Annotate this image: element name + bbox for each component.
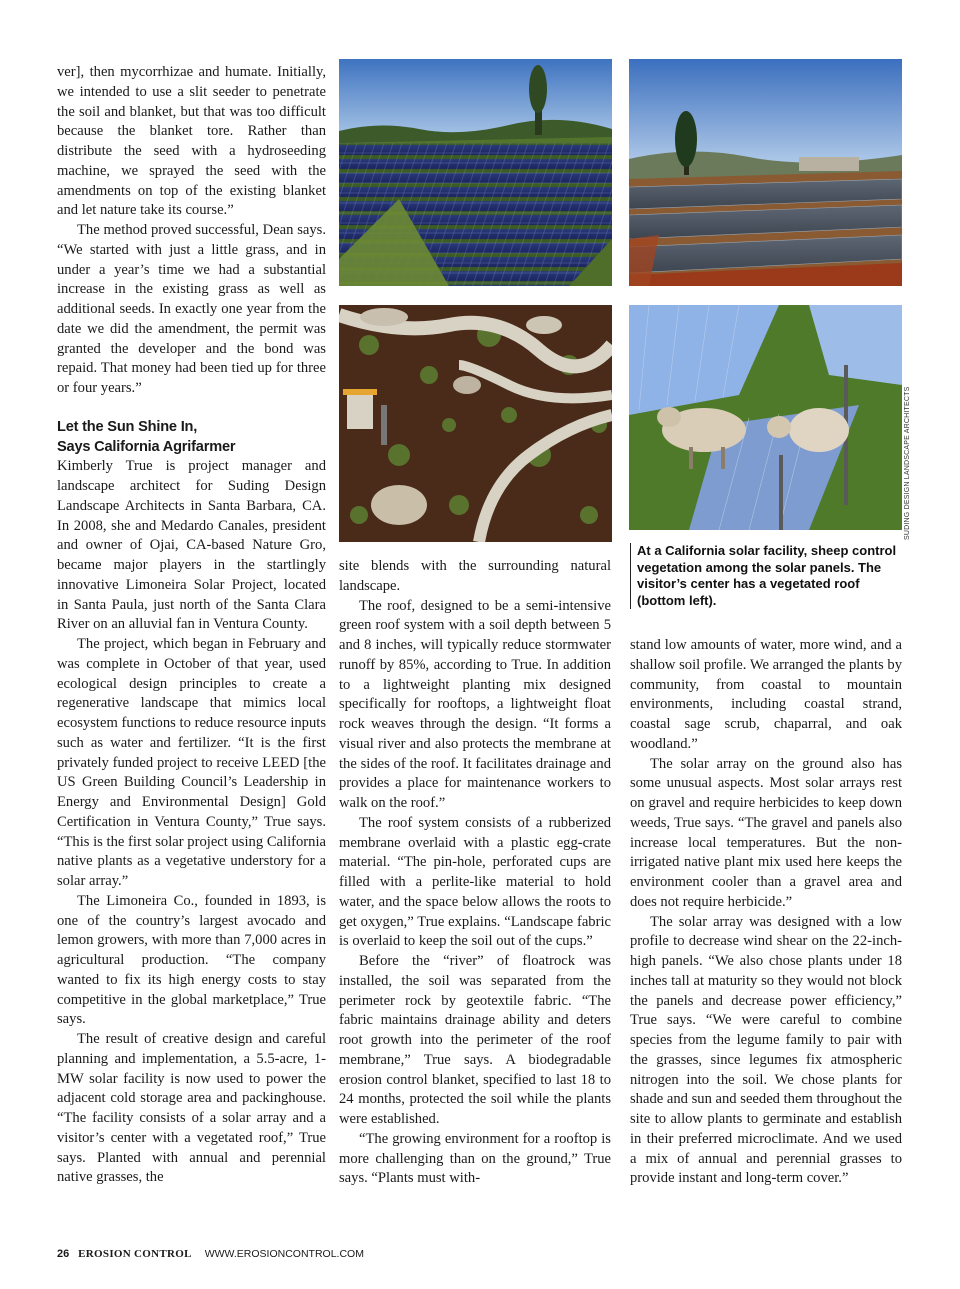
paragraph: Before the “river” of floatrock was installed, the soil was separated from the perimeter rock by geotextile fabric. “The fabric maintains drainage ability and deters root growth into the perimeter of the roof membrane,” True says. A biodegradable erosion control blanket, specified to last 18 to 24 months, protected the soil while the plants were established.	[339, 953, 611, 1127]
article-column-3	[630, 636, 902, 1189]
magazine-name: EROSION CONTROL	[78, 1248, 192, 1260]
section-subhead	[57, 418, 326, 458]
photo-sheep-solar-panels	[629, 305, 902, 530]
article-column-1	[57, 63, 326, 1188]
paragraph: site blends with the surrounding natural landscape.	[339, 558, 611, 594]
paragraph: The Limoneira Co., founded in 1893, is one of the country’s largest avocado and lemon growers, with more than 7,000 acres in agricultural production. “The company wanted to fix its high energy costs to stay competitive in the global marketplace,” True says.	[57, 892, 326, 1028]
paragraph: stand low amounts of water, more wind, and a shallow soil profile. We arranged the plants by community, from coastal to mountain environments, including coastal strand, coastal sage scrub, chaparral, and oak woodland.”	[630, 637, 902, 752]
article-column-2	[339, 557, 611, 1189]
subhead-line: Let the Sun Shine In,	[57, 418, 198, 435]
photo-solar-panels-hill	[629, 59, 902, 286]
paragraph: The roof system consists of a rubberized membrane overlaid with a plastic egg-crate material. “The pin-hole, perforated cups are filled with a perlite-like material to hold water, and the space below allows the roots to get oxygen,” True explains. “Landscape fabric is overlaid to keep the soil out of the cups.”	[339, 814, 611, 950]
photo-solar-array-field	[339, 59, 612, 286]
paragraph: The solar array was designed with a low profile to decrease wind shear on the 22-inch-high panels. “We also chose plants under 18 inches tall at maturity so they would not block the panels and decrease power efficiency,” True says. “We were careful to combine species from the legume family to pair with the grasses, since legumes fix atmospheric nitrogen into the soil. We chose plants for shade and sun and seeded them throughout the site to allow plants to germinate and establish in their preferred microclimate. And we used a mix of annual and perennial grasses to provide instant and long-term cover.”	[630, 913, 902, 1187]
paragraph: The solar array on the ground also has some unusual aspects. Most solar arrays rest on gravel and require herbicides to keep down weeds, True says. “The gravel and panels also increase local temperatures. But the non-irrigated native plant mix used here keeps the environment cooler than a gravel area and does not require herbicide.”	[630, 755, 902, 910]
paragraph: Kimberly True is project manager and landscape architect for Suding Design Landscape Architects in Santa Barbara, CA. In 2008, she and Medardo Canales, president and owner of Ojai, CA-based Nature Gro, became major players in the startlingly innovative Limoneira Solar Project, located in Santa Paula, just north of the Santa Clara River on an alluvial fan in Ventura County.	[57, 458, 326, 633]
paragraph: The roof, designed to be a semi-intensive green roof system with a soil depth between 5 and 8 inches, will typically reduce stormwater runoff by 85%, according to True. In addition to a lightweight planting mix designed specifically for rooftops, a lightweight float rock weaves through the design. “It forms a visual river and also protects the membrane at the sides of the roof. It facilitates drainage and provides a place for maintenance workers to walk on the roof.”	[339, 597, 611, 811]
photo-vegetated-roof	[339, 305, 612, 542]
paragraph: The method proved successful, Dean says. “We started with just a little grass, and in under a year’s time we had a substantial increase in the existing grass as well as additional seeds. In exactly one year from the date we did the amendment, the permit was granted the developer and the bond was repaid. That money had been tied up for three or four years.”	[57, 222, 326, 396]
paragraph: The result of creative design and careful planning and implementation, a 5.5-acre, 1-MW solar facility is now used to power the adjacent cold storage area and packinghouse. “The facility consists of a solar array and a visitor’s center with a vegetated roof,” True says. Planted with annual and perennial native grasses, the	[57, 1031, 326, 1186]
paragraph: ver], then mycorrhizae and humate. Initially, we intended to use a slit seeder to penetrate the soil and blanket, but that was too difficult because the blanket tore. Rather than distribute the seed with a hydroseeding machine, we sprayed the seed with the amendments on top of the existing blanket and let nature take its course.”	[57, 64, 326, 219]
photo-caption: At a California solar facility, sheep control vegetation among the solar panels. The visitor’s center has a vegetated roof (bottom left).	[630, 543, 907, 609]
paragraph: “The growing environment for a rooftop is more challenging than on the ground,” True says. “Plants must with-	[339, 1130, 611, 1187]
page-number: 26	[57, 1248, 70, 1260]
magazine-url[interactable]: WWW.EROSIONCONTROL.COM	[204, 1248, 364, 1260]
subhead-line: Says California Agrifarmer	[57, 438, 236, 455]
paragraph: The project, which began in February and was complete in October of that year, used ecological design principles to create a regenerative landscape that mimics local ecosystem functions to reduce resource inputs such as water and fertilizer. “It is the first privately funded project to receive LEED [the US Green Building Council’s Leadership in Energy and Environmental Design] Gold Certification in Ventura County,” True says. “This is the first solar project using California native plants as a vegetative understory for a solar array.”	[57, 636, 326, 889]
photo-credit: SUDING DESIGN LANDSCAPE ARCHITECTS	[904, 386, 911, 540]
page-footer	[57, 1248, 364, 1260]
